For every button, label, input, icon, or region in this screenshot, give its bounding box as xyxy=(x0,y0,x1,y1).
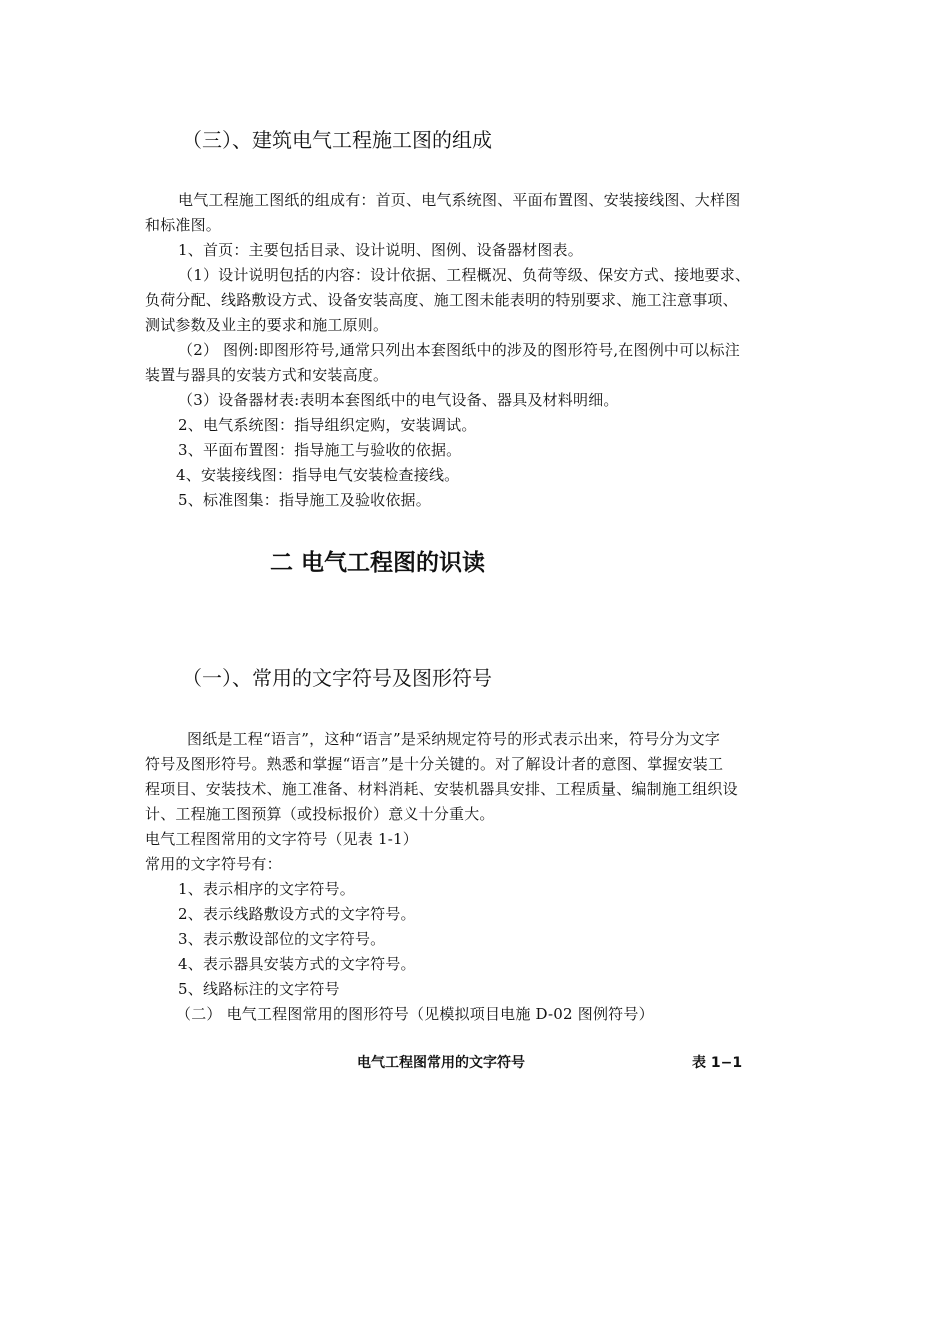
chapter-heading: 二 电气工程图的识读 xyxy=(270,550,486,576)
list-item: 4、安装接线图：指导电气安装检查接线。 xyxy=(176,466,460,484)
section-heading-symbols: （一）、常用的文字符号及图形符号 xyxy=(182,666,492,690)
list-item: 5、标准图集：指导施工及验收依据。 xyxy=(178,491,431,509)
list-item: 2、表示线路敷设方式的文字符号。 xyxy=(178,905,416,923)
paragraph-line: 电气工程施工图纸的组成有：首页、电气系统图、平面布置图、安装接线图、大样图 xyxy=(178,191,741,209)
table-reference: 电气工程图常用的文字符号（见表 1-1） xyxy=(145,830,418,848)
table-number: 表 1−1 xyxy=(692,1055,743,1071)
paragraph-line: 装置与器具的安装方式和安装高度。 xyxy=(145,366,389,384)
list-item: 2、电气系统图：指导组织定购，安装调试。 xyxy=(178,416,477,434)
paragraph-line: （1）设计说明包括的内容：设计依据、工程概况、负荷等级、保安方式、接地要求、 xyxy=(178,266,751,284)
paragraph-line: 负荷分配、线路敷设方式、设备安装高度、施工图未能表明的特别要求、施工注意事项、 xyxy=(145,291,738,309)
list-item: 5、线路标注的文字符号 xyxy=(178,980,340,998)
list-item: 3、表示敷设部位的文字符号。 xyxy=(178,930,386,948)
paragraph-line: 图纸是工程“语言”，这种“语言”是采纳规定符号的形式表示出来，符号分为文字 xyxy=(187,730,721,748)
list-item: 3、平面布置图：指导施工与验收的依据。 xyxy=(178,441,462,459)
table-title: 电气工程图常用的文字符号 xyxy=(357,1055,525,1071)
section-heading-composition: （三）、建筑电气工程施工图的组成 xyxy=(182,128,492,152)
list-item: 1、表示相序的文字符号。 xyxy=(178,880,355,898)
paragraph-line: （2） 图例:即图形符号,通常只列出本套图纸中的涉及的图形符号,在图例中可以标注 xyxy=(178,341,740,359)
paragraph-line: 和标准图。 xyxy=(145,216,222,234)
list-intro: 常用的文字符号有： xyxy=(145,855,282,873)
paragraph-line: 符号及图形符号。熟悉和掌握“语言”是十分关键的。对了解设计者的意图、掌握安装工 xyxy=(145,755,724,773)
list-item: （3）设备器材表:表明本套图纸中的电气设备、器具及材料明细。 xyxy=(178,391,619,409)
list-item: 1、首页：主要包括目录、设计说明、图例、设备器材图表。 xyxy=(178,241,583,259)
list-item: 4、表示器具安装方式的文字符号。 xyxy=(178,955,416,973)
paragraph-line: 测试参数及业主的要求和施工原则。 xyxy=(145,316,389,334)
paragraph-line: 计、工程施工图预算（或投标报价）意义十分重大。 xyxy=(145,805,495,823)
paragraph-line: 程项目、安装技术、施工准备、材料消耗、安装机器具安排、工程质量、编制施工组织设 xyxy=(145,780,738,798)
subsection-line: （二） 电气工程图常用的图形符号（见模拟项目电施 D-02 图例符号） xyxy=(176,1005,654,1023)
